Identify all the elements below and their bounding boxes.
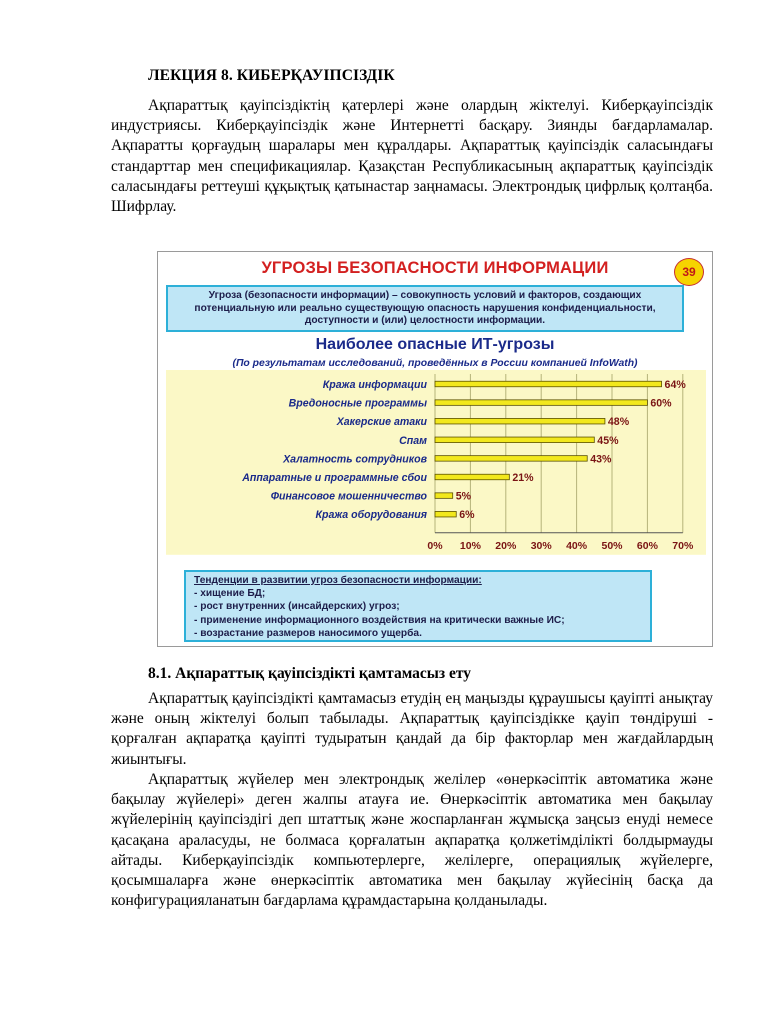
slide-image — [157, 251, 713, 647]
chart-title: Наиболее опасные ИТ-угрозы — [315, 336, 555, 353]
trends-title: Тенденции в развитии угроз безопасности информации: — [194, 575, 482, 586]
slide-title: УГРОЗЫ БЕЗОПАСНОСТИ ИНФОРМАЦИИ — [261, 259, 609, 277]
trends-box — [184, 570, 652, 642]
category-label: Халатность сотрудников — [283, 453, 427, 466]
category-label: Финансовое мошенничество — [270, 490, 427, 503]
bar — [435, 456, 587, 462]
section-paragraph-1: Ақпараттық қауіпсіздікті қамтамасыз етудің ең маңызды құраушысы қауіпті анықтау және оның жіктелуі болып табылады. Ақпараттық қауіпсіздікке қауіп төндіруші - қорғалған ақпаратқа қауіпті тудыратын қандай да бір факторлар мен жағдайлардың жиынтығы. — [111, 690, 713, 768]
bar-value-label: 48% — [607, 416, 630, 429]
section-paragraph-2: Ақпараттық жүйелер мен электрондық желілер «өнеркәсіптік автоматика және бақылау жүйелері» деген жалпы атауға ие. Өнеркәсіптік автоматика мен бақылау жүйелерінің қауіпсіздігі деп штаттық және жоспарланған жұмысқа заңсыз енуді немесе қасақана араласуды, не болмаса қорғалатын ақпаратқа қолжетімділікті болдырмауды айтады. Киберқауіпсіздік компьютерлерге, желілерге, операциялық жүйелерге, қосымшаларға және өнеркәсіптік автоматика мен бақылау жүйесінің басқа да конфигурацияланатын бағдарлама құрамдастарына қолданылады. — [111, 771, 713, 910]
bar — [435, 511, 456, 517]
bar — [435, 493, 453, 499]
bar — [435, 400, 647, 406]
x-tick-label: 40% — [566, 539, 588, 552]
bar-value-label: 5% — [455, 490, 472, 503]
category-label: Кража информации — [322, 379, 427, 391]
category-label: Кража оборудования — [315, 509, 427, 522]
x-tick-label: 50% — [601, 539, 623, 552]
chart-subtitle: (По результатам исследований, проведённых в России компанией InfoWath) — [232, 358, 638, 369]
chart-background — [166, 370, 706, 555]
bar-value-label: 64% — [664, 379, 686, 391]
x-tick-label: 30% — [530, 539, 552, 552]
trend-item: - хищение БД; — [194, 588, 266, 600]
bar — [435, 418, 605, 424]
category-label: Вредоносные программы — [288, 397, 427, 410]
x-tick-label: 70% — [672, 539, 694, 552]
category-label: Аппаратные и программные сбои — [242, 472, 427, 484]
bar-value-label: 60% — [650, 397, 672, 410]
category-label: Спам — [399, 434, 427, 447]
threat-definition-box: Угроза (безопасности информации) – совокупность условий и факторов, создающих потенциальную или реально существующую опасность нарушения конфиденциальности, доступности и (или) целостности информации. — [166, 285, 684, 332]
bar-value-label: 21% — [512, 472, 534, 484]
trend-item: - рост внутренних (инсайдерских) угроз; — [194, 601, 400, 613]
intro-paragraph: Ақпараттық қауіпсіздіктің қатерлері және олардың жіктелуі. Киберқауіпсіздік индустриясы. Киберқауіпсіздік және Интернетті басқару. Зиянды бағдарламалар. Ақпаратты қорғаудың шаралары мен құралдары. Ақпараттық қауіпсіздік саласындағы стандарттар мен спецификациялар. Қазақстан Республикасының ақпараттық қауіпсіздік саласындағы реттеуші құқықтық қатынастар заңнамасы. Электрондық цифрлық қолтаңба. Шифрлау. — [111, 97, 713, 216]
x-tick-label: 20% — [495, 539, 517, 552]
bar — [435, 381, 662, 387]
trend-item: - возрастание размеров наносимого ущерба. — [194, 627, 422, 639]
category-label: Хакерские атаки — [336, 416, 427, 429]
x-tick-label: 60% — [636, 539, 658, 552]
slide-number-badge: 39 — [674, 258, 704, 286]
x-tick-label: 0% — [427, 539, 443, 552]
bar — [435, 437, 594, 443]
bar-value-label: 6% — [459, 509, 475, 522]
section-heading: 8.1. Ақпараттық қауіпсіздікті қамтамасыз ету — [148, 665, 472, 682]
lecture-heading: ЛЕКЦИЯ 8. КИБЕРҚАУІПСІЗДІК — [148, 67, 395, 84]
bar — [435, 474, 509, 480]
bar-value-label: 45% — [597, 434, 619, 447]
x-tick-label: 10% — [459, 539, 481, 552]
trend-item: - применение информационного воздействия на критически важные ИС; — [194, 614, 565, 626]
bar-value-label: 43% — [590, 453, 612, 466]
